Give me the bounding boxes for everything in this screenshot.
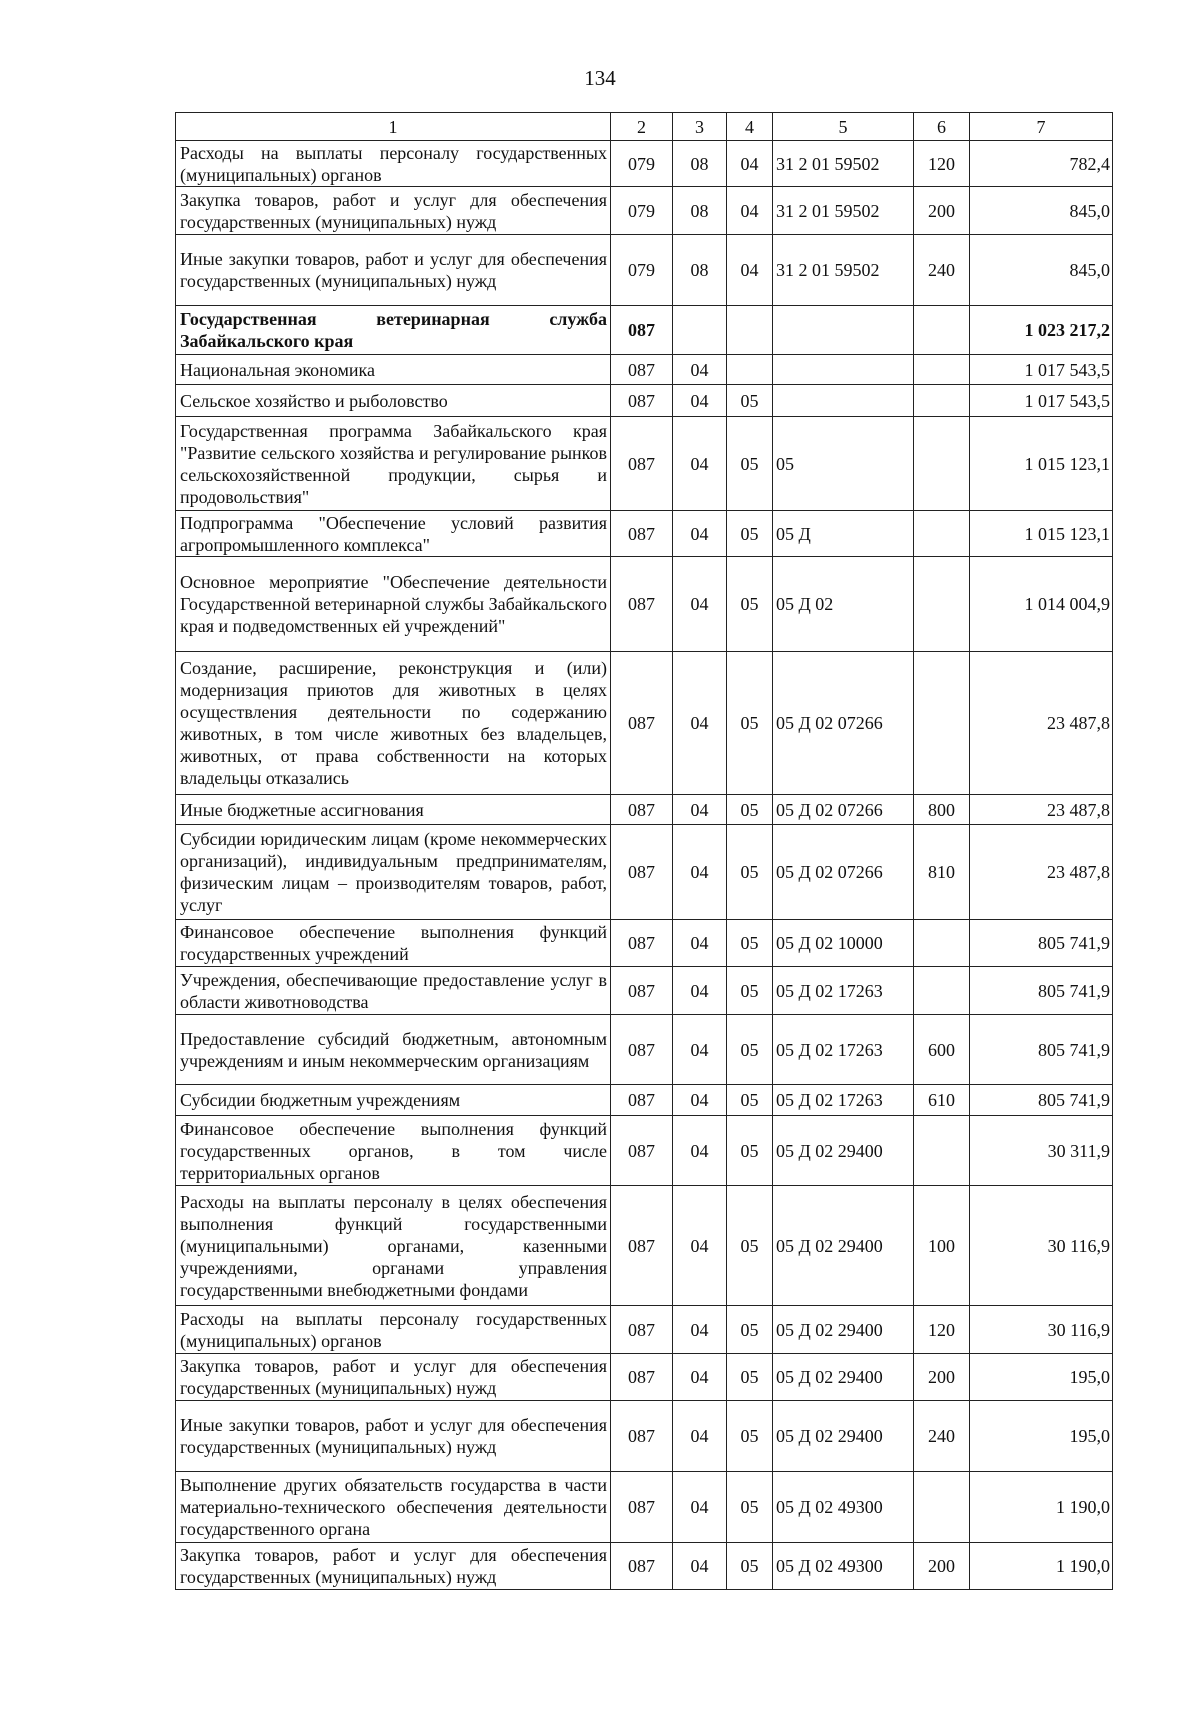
admin-code-cell: 087	[611, 1085, 673, 1116]
section-code-cell: 04	[673, 511, 727, 557]
table-header-row	[176, 113, 1113, 141]
target-article-cell: 05 Д 02 07266	[773, 795, 914, 825]
admin-code-cell: 087	[611, 385, 673, 417]
target-article-cell: 05 Д 02 17263	[773, 1015, 914, 1085]
header-cell: 7	[970, 113, 1113, 141]
section-code-cell: 08	[673, 141, 727, 187]
row-name-cell: Государственная программа Забайкальского края "Развитие сельского хозяйства и регулирование рынков сельскохозяйственной продукции, сырья и продовольствия"	[176, 417, 611, 511]
amount-cell: 30 116,9	[970, 1306, 1113, 1354]
section-code-cell: 04	[673, 1306, 727, 1354]
table-row	[176, 967, 1113, 1015]
subsection-code-cell: 05	[727, 385, 773, 417]
amount-cell: 845,0	[970, 235, 1113, 306]
section-code-cell: 04	[673, 1354, 727, 1401]
expense-type-cell: 200	[914, 1543, 970, 1590]
section-code-cell: 04	[673, 1085, 727, 1116]
section-code-cell: 04	[673, 355, 727, 385]
amount-cell: 1 015 123,1	[970, 417, 1113, 511]
subsection-code-cell	[727, 355, 773, 385]
row-name-cell: Создание, расширение, реконструкция и (или) модернизация приютов для животных в целях осуществления деятельности по содержанию животных, в том числе животных без владельцев, животных, от права собственности на которых владельцы отказались	[176, 652, 611, 795]
row-name-cell: Расходы на выплаты персоналу в целях обеспечения выполнения функций государственными (муниципальными) органами, казенными учреждениями, органами управления государственными внебюджетными фондами	[176, 1186, 611, 1306]
admin-code-cell: 087	[611, 355, 673, 385]
expense-type-cell	[914, 355, 970, 385]
section-code-cell: 04	[673, 1472, 727, 1543]
target-article-cell: 05 Д 02 29400	[773, 1354, 914, 1401]
subsection-code-cell	[727, 306, 773, 355]
amount-cell: 805 741,9	[970, 967, 1113, 1015]
subsection-code-cell: 05	[727, 1306, 773, 1354]
row-name-cell: Субсидии бюджетным учреждениям	[176, 1085, 611, 1116]
expense-type-cell: 810	[914, 825, 970, 920]
subsection-code-cell: 05	[727, 652, 773, 795]
expense-type-cell	[914, 1116, 970, 1186]
row-name-cell: Основное мероприятие "Обеспечение деятельности Государственной ветеринарной службы Забайкальского края и подведомственных ей учреждений"	[176, 557, 611, 652]
row-name-cell: Иные бюджетные ассигнования	[176, 795, 611, 825]
section-code-cell: 04	[673, 795, 727, 825]
table-row	[176, 825, 1113, 920]
table-row	[176, 1186, 1113, 1306]
subsection-code-cell: 05	[727, 1116, 773, 1186]
admin-code-cell: 087	[611, 1354, 673, 1401]
table-row	[176, 355, 1113, 385]
table-row	[176, 141, 1113, 187]
row-name-cell: Закупка товаров, работ и услуг для обеспечения государственных (муниципальных) нужд	[176, 1354, 611, 1401]
admin-code-cell: 087	[611, 1306, 673, 1354]
table-row	[176, 1306, 1113, 1354]
expense-type-cell	[914, 557, 970, 652]
section-code-cell: 04	[673, 652, 727, 795]
amount-cell: 1 190,0	[970, 1472, 1113, 1543]
table-row	[176, 187, 1113, 235]
expense-type-cell: 800	[914, 795, 970, 825]
amount-cell: 1 190,0	[970, 1543, 1113, 1590]
table-row	[176, 652, 1113, 795]
table-row	[176, 235, 1113, 306]
amount-cell: 23 487,8	[970, 825, 1113, 920]
amount-cell: 1 017 543,5	[970, 355, 1113, 385]
target-article-cell: 05 Д 02 29400	[773, 1116, 914, 1186]
subsection-code-cell: 04	[727, 235, 773, 306]
admin-code-cell: 087	[611, 967, 673, 1015]
table-row	[176, 385, 1113, 417]
amount-cell: 1 014 004,9	[970, 557, 1113, 652]
row-name-cell: Предоставление субсидий бюджетным, автономным учреждениям и иным некоммерческим организациям	[176, 1015, 611, 1085]
row-name-cell: Выполнение других обязательств государства в части материально-технического обеспечения деятельности государственного органа	[176, 1472, 611, 1543]
section-code-cell: 04	[673, 920, 727, 967]
target-article-cell: 05	[773, 417, 914, 511]
expense-type-cell: 120	[914, 141, 970, 187]
row-name-cell: Подпрограмма "Обеспечение условий развития агропромышленного комплекса"	[176, 511, 611, 557]
amount-cell: 1 017 543,5	[970, 385, 1113, 417]
target-article-cell: 05 Д 02 17263	[773, 967, 914, 1015]
row-name-cell: Субсидии юридическим лицам (кроме некоммерческих организаций), индивидуальным предпринимателям, физическим лицам – производителям товаров, работ, услуг	[176, 825, 611, 920]
amount-cell: 1 015 123,1	[970, 511, 1113, 557]
amount-cell: 1 023 217,2	[970, 306, 1113, 355]
admin-code-cell: 087	[611, 795, 673, 825]
target-article-cell: 31 2 01 59502	[773, 141, 914, 187]
expense-type-cell: 200	[914, 187, 970, 235]
amount-cell: 805 741,9	[970, 1085, 1113, 1116]
subsection-code-cell: 05	[727, 1186, 773, 1306]
subsection-code-cell: 04	[727, 141, 773, 187]
section-code-cell: 08	[673, 235, 727, 306]
expense-type-cell	[914, 417, 970, 511]
header-cell: 4	[727, 113, 773, 141]
subsection-code-cell: 05	[727, 417, 773, 511]
target-article-cell: 05 Д 02 07266	[773, 652, 914, 795]
table-row	[176, 795, 1113, 825]
amount-cell: 195,0	[970, 1354, 1113, 1401]
amount-cell: 23 487,8	[970, 795, 1113, 825]
target-article-cell	[773, 306, 914, 355]
row-name-cell: Финансовое обеспечение выполнения функций государственных органов, в том числе территориальных органов	[176, 1116, 611, 1186]
section-code-cell: 04	[673, 825, 727, 920]
amount-cell: 30 116,9	[970, 1186, 1113, 1306]
header-cell: 3	[673, 113, 727, 141]
row-name-cell: Расходы на выплаты персоналу государственных (муниципальных) органов	[176, 1306, 611, 1354]
header-cell: 1	[176, 113, 611, 141]
subsection-code-cell: 04	[727, 187, 773, 235]
subsection-code-cell: 05	[727, 1015, 773, 1085]
section-code-cell: 04	[673, 1015, 727, 1085]
row-name-cell: Национальная экономика	[176, 355, 611, 385]
amount-cell: 782,4	[970, 141, 1113, 187]
admin-code-cell: 087	[611, 652, 673, 795]
admin-code-cell: 079	[611, 235, 673, 306]
expense-type-cell: 600	[914, 1015, 970, 1085]
row-name-cell: Расходы на выплаты персоналу государственных (муниципальных) органов	[176, 141, 611, 187]
table-row	[176, 557, 1113, 652]
table-row	[176, 417, 1113, 511]
subsection-code-cell: 05	[727, 1472, 773, 1543]
admin-code-cell: 087	[611, 825, 673, 920]
section-code-cell: 04	[673, 967, 727, 1015]
subsection-code-cell: 05	[727, 967, 773, 1015]
expense-type-cell: 200	[914, 1354, 970, 1401]
expense-type-cell	[914, 385, 970, 417]
section-code-cell	[673, 306, 727, 355]
admin-code-cell: 087	[611, 511, 673, 557]
subsection-code-cell: 05	[727, 511, 773, 557]
expense-type-cell	[914, 967, 970, 1015]
amount-cell: 805 741,9	[970, 1015, 1113, 1085]
row-name-cell: Закупка товаров, работ и услуг для обеспечения государственных (муниципальных) нужд	[176, 187, 611, 235]
admin-code-cell: 087	[611, 1472, 673, 1543]
amount-cell: 195,0	[970, 1401, 1113, 1472]
expense-type-cell: 240	[914, 235, 970, 306]
expense-type-cell	[914, 652, 970, 795]
admin-code-cell: 087	[611, 417, 673, 511]
row-name-cell: Иные закупки товаров, работ и услуг для обеспечения государственных (муниципальных) нужд	[176, 1401, 611, 1472]
table-row	[176, 1543, 1113, 1590]
budget-table	[175, 112, 1113, 1590]
target-article-cell: 05 Д 02	[773, 557, 914, 652]
table-row	[176, 920, 1113, 967]
admin-code-cell: 079	[611, 187, 673, 235]
admin-code-cell: 087	[611, 1401, 673, 1472]
table-row	[176, 511, 1113, 557]
section-code-cell: 04	[673, 1186, 727, 1306]
target-article-cell: 05 Д 02 17263	[773, 1085, 914, 1116]
amount-cell: 805 741,9	[970, 920, 1113, 967]
section-code-cell: 08	[673, 187, 727, 235]
page-number: 134	[584, 66, 616, 90]
expense-type-cell	[914, 920, 970, 967]
admin-code-cell: 087	[611, 1015, 673, 1085]
section-code-cell: 04	[673, 417, 727, 511]
target-article-cell: 05 Д 02 29400	[773, 1306, 914, 1354]
target-article-cell	[773, 385, 914, 417]
table-row	[176, 1116, 1113, 1186]
subsection-code-cell: 05	[727, 1401, 773, 1472]
target-article-cell: 31 2 01 59502	[773, 187, 914, 235]
table-row	[176, 1401, 1113, 1472]
admin-code-cell: 079	[611, 141, 673, 187]
admin-code-cell: 087	[611, 557, 673, 652]
section-code-cell: 04	[673, 1401, 727, 1472]
row-name-cell: Государственная ветеринарная служба Забайкальского края	[176, 306, 611, 355]
subsection-code-cell: 05	[727, 1085, 773, 1116]
target-article-cell: 05 Д 02 07266	[773, 825, 914, 920]
table-row	[176, 1085, 1113, 1116]
target-article-cell	[773, 355, 914, 385]
row-name-cell: Финансовое обеспечение выполнения функций государственных учреждений	[176, 920, 611, 967]
subsection-code-cell: 05	[727, 1543, 773, 1590]
target-article-cell: 05 Д 02 29400	[773, 1186, 914, 1306]
subsection-code-cell: 05	[727, 1354, 773, 1401]
expense-type-cell: 120	[914, 1306, 970, 1354]
admin-code-cell: 087	[611, 1186, 673, 1306]
section-code-cell: 04	[673, 1543, 727, 1590]
expense-type-cell	[914, 1472, 970, 1543]
admin-code-cell: 087	[611, 1543, 673, 1590]
target-article-cell: 05 Д 02 29400	[773, 1401, 914, 1472]
expense-type-cell: 100	[914, 1186, 970, 1306]
amount-cell: 845,0	[970, 187, 1113, 235]
amount-cell: 30 311,9	[970, 1116, 1113, 1186]
table-row	[176, 1472, 1113, 1543]
target-article-cell: 05 Д 02 49300	[773, 1472, 914, 1543]
table-row	[176, 1015, 1113, 1085]
admin-code-cell: 087	[611, 920, 673, 967]
subsection-code-cell: 05	[727, 795, 773, 825]
admin-code-cell: 087	[611, 1116, 673, 1186]
header-cell: 6	[914, 113, 970, 141]
target-article-cell: 05 Д 02 49300	[773, 1543, 914, 1590]
section-code-cell: 04	[673, 557, 727, 652]
expense-type-cell	[914, 511, 970, 557]
header-cell: 2	[611, 113, 673, 141]
header-cell: 5	[773, 113, 914, 141]
target-article-cell: 05 Д 02 10000	[773, 920, 914, 967]
table-row	[176, 306, 1113, 355]
amount-cell: 23 487,8	[970, 652, 1113, 795]
row-name-cell: Закупка товаров, работ и услуг для обеспечения государственных (муниципальных) нужд	[176, 1543, 611, 1590]
row-name-cell: Учреждения, обеспечивающие предоставление услуг в области животноводства	[176, 967, 611, 1015]
subsection-code-cell: 05	[727, 825, 773, 920]
row-name-cell: Сельское хозяйство и рыболовство	[176, 385, 611, 417]
target-article-cell: 31 2 01 59502	[773, 235, 914, 306]
expense-type-cell: 610	[914, 1085, 970, 1116]
section-code-cell: 04	[673, 385, 727, 417]
subsection-code-cell: 05	[727, 920, 773, 967]
row-name-cell: Иные закупки товаров, работ и услуг для обеспечения государственных (муниципальных) нужд	[176, 235, 611, 306]
section-code-cell: 04	[673, 1116, 727, 1186]
expense-type-cell: 240	[914, 1401, 970, 1472]
table-row	[176, 1354, 1113, 1401]
expense-type-cell	[914, 306, 970, 355]
subsection-code-cell: 05	[727, 557, 773, 652]
admin-code-cell: 087	[611, 306, 673, 355]
target-article-cell: 05 Д	[773, 511, 914, 557]
